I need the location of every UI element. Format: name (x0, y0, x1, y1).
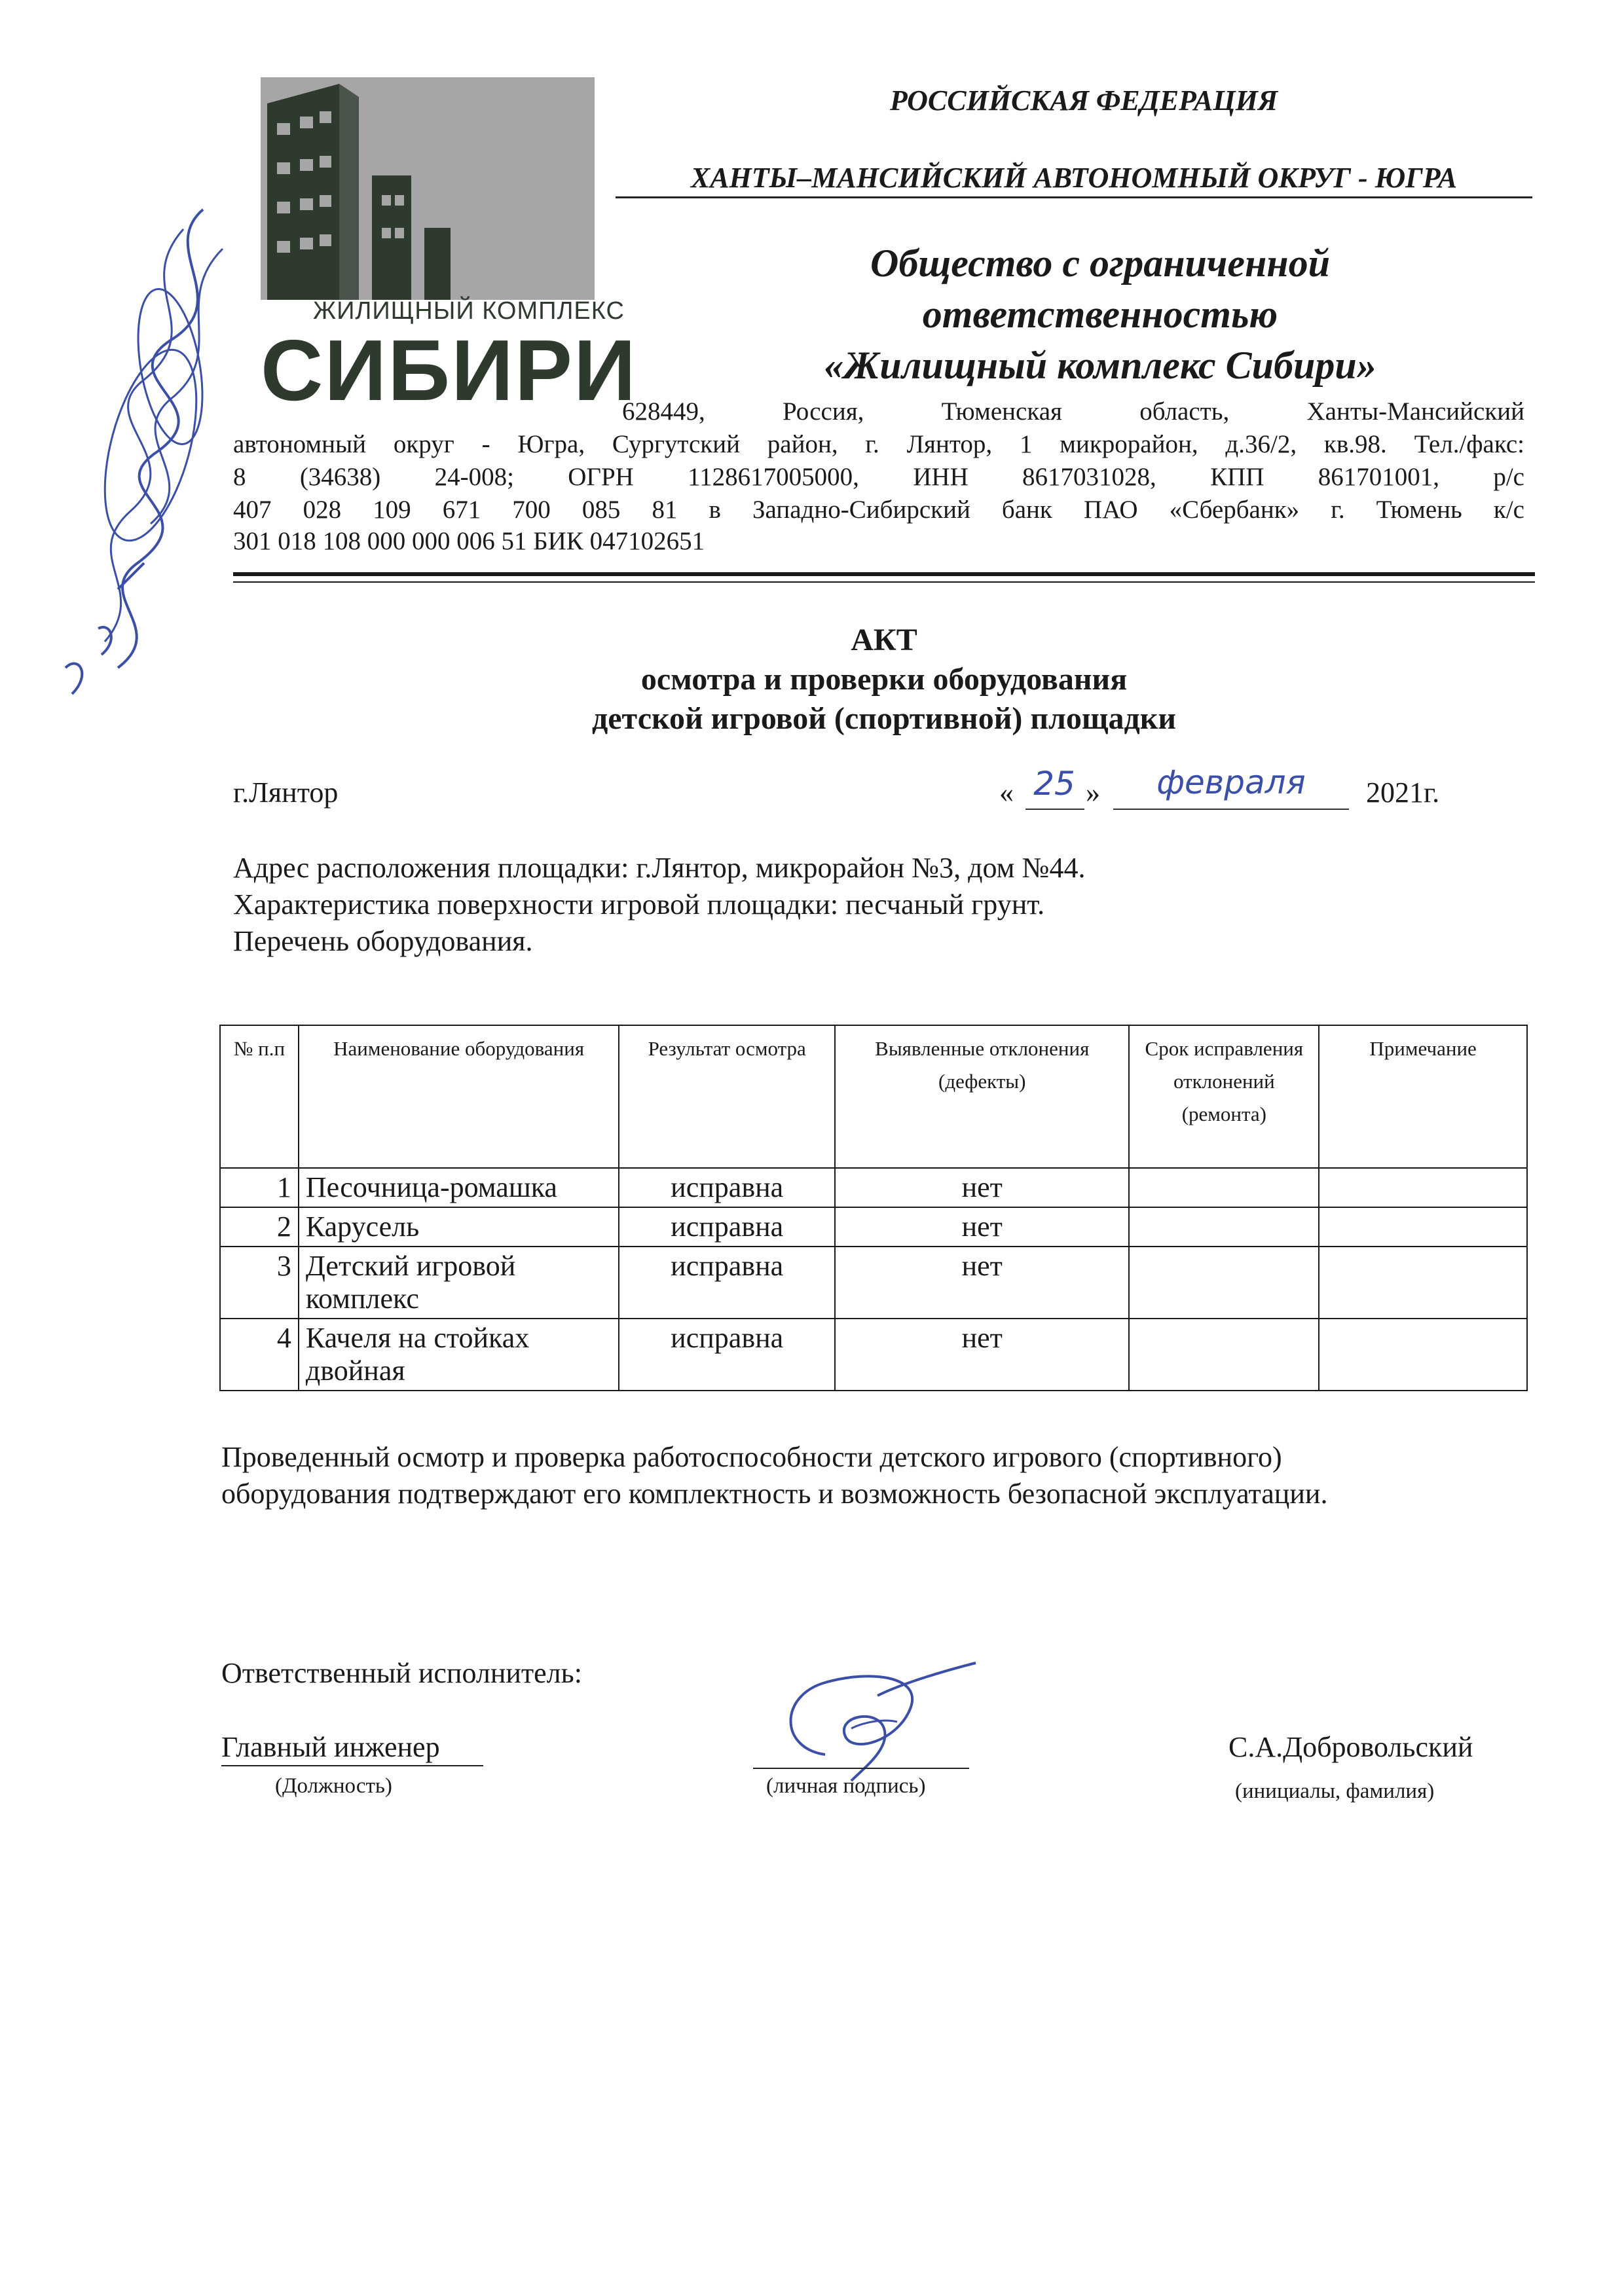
cell-term (1129, 1247, 1319, 1319)
date-year: 2021г. (1366, 776, 1440, 809)
table-row (220, 1168, 1527, 1207)
col-header-number: № п.п (220, 1025, 299, 1168)
logo-title: СИБИРИ (261, 322, 637, 418)
org-address-line-5: 301 018 108 000 000 006 51 БИК 047102651 (233, 527, 705, 555)
person-name: С.А.Добровольский (1228, 1731, 1473, 1763)
cell-note (1319, 1168, 1527, 1207)
cell-name: Песочница-ромашка (299, 1168, 619, 1207)
cell-result: исправна (619, 1207, 835, 1247)
cell-result: исправна (619, 1168, 835, 1207)
table-row (220, 1247, 1527, 1319)
cell-term (1129, 1207, 1319, 1247)
document-subtitle-2: детской игровой (спортивной) площадки (591, 701, 1177, 736)
position-underline (221, 1765, 483, 1766)
cell-note (1319, 1247, 1527, 1319)
cell-number: 3 (220, 1247, 299, 1319)
header-divider-thin (233, 581, 1535, 583)
position-caption: (Должность) (275, 1774, 392, 1798)
cell-name: Карусель (299, 1207, 619, 1247)
document-subtitle-1: осмотра и проверки оборудования (640, 662, 1128, 697)
header-divider-thick (233, 572, 1535, 576)
col-header-result: Результат осмотра (619, 1025, 835, 1168)
cell-result: исправна (619, 1319, 835, 1391)
equipment-list-label: Перечень оборудования. (233, 925, 533, 957)
position-value: Главный инженер (221, 1731, 440, 1763)
cell-note (1319, 1207, 1527, 1247)
cell-defects: нет (835, 1207, 1129, 1247)
conclusion-line-1: Проведенный осмотр и проверка работоспособности детского игрового (спортивного) (221, 1441, 1282, 1473)
cell-defects: нет (835, 1319, 1129, 1391)
signature-underline (753, 1768, 969, 1769)
org-address-line-3: 8 (34638) 24-008; ОГРН 1128617005000, ИНН 8617031028, КПП 861701001, р/с (233, 463, 1524, 491)
col-header-note: Примечание (1319, 1025, 1527, 1168)
org-name-line-3: «Жилищный комплекс Сибири» (824, 344, 1376, 387)
surface-description: Характеристика поверхности игровой площадки: песчаный грунт. (233, 888, 1045, 920)
col-header-defects: Выявленные отклонения (дефекты) (835, 1025, 1129, 1168)
document-title: АКТ (851, 623, 917, 657)
conclusion-line-2: оборудования подтверждают его комплектность и возможность безопасной эксплуатации. (221, 1478, 1328, 1510)
date-quote-open: « (999, 776, 1014, 809)
org-address-line-2: автономный округ - Югра, Сургутский район, г. Лянтор, 1 микрорайон, д.36/2, кв.98. Тел./факс: (233, 430, 1524, 458)
site-address: Адрес расположения площадки: г.Лянтор, микрорайон №3, дом №44. (233, 852, 1086, 884)
table-row (220, 1319, 1527, 1391)
responsible-label: Ответственный исполнитель: (221, 1657, 582, 1689)
date-month-underline (1113, 809, 1349, 810)
col-header-name: Наименование оборудования (299, 1025, 619, 1168)
cell-note (1319, 1319, 1527, 1391)
city: г.Лянтор (233, 776, 339, 809)
logo-subtitle: ЖИЛИЩНЫЙ КОМПЛЕКС (313, 297, 625, 325)
org-name-line-1: Общество с ограниченной (870, 242, 1330, 285)
date-day-underline (1025, 809, 1084, 810)
header-region: ХАНТЫ–МАНСИЙСКИЙ АВТОНОМНЫЙ ОКРУГ - ЮГРА (690, 162, 1458, 194)
signature-caption: (личная подпись) (766, 1774, 926, 1798)
date-day-handwritten: 25 (1033, 765, 1075, 803)
cell-defects: нет (835, 1168, 1129, 1207)
table-row (220, 1207, 1527, 1247)
cell-result: исправна (619, 1247, 835, 1319)
org-name-line-2: ответственностью (922, 293, 1278, 336)
margin-handwritten-mark (39, 170, 249, 707)
col-header-term: Срок исправления отклонений (ремонта) (1129, 1025, 1319, 1168)
org-address-line-1: 628449, Россия, Тюменская область, Ханты-Мансийский (622, 397, 1524, 426)
name-caption: (инициалы, фамилия) (1235, 1779, 1435, 1803)
header-country: РОССИЙСКАЯ ФЕДЕРАЦИЯ (889, 84, 1278, 117)
cell-term (1129, 1168, 1319, 1207)
cell-name: Детский игровой комплекс (299, 1247, 619, 1319)
cell-number: 1 (220, 1168, 299, 1207)
cell-name: Качеля на стойках двойная (299, 1319, 619, 1391)
table-header-row (220, 1025, 1527, 1168)
org-address-line-4: 407 028 109 671 700 085 81 в Западно-Сибирский банк ПАО «Сбербанк» г. Тюмень к/с (233, 496, 1524, 524)
equipment-table (219, 1025, 1528, 1391)
company-logo (261, 77, 637, 418)
date-month-handwritten: февраля (1156, 763, 1306, 801)
cell-term (1129, 1319, 1319, 1391)
date-quote-close: » (1086, 776, 1100, 809)
cell-number: 4 (220, 1319, 299, 1391)
cell-number: 2 (220, 1207, 299, 1247)
logo-building-graphic (261, 77, 595, 300)
cell-defects: нет (835, 1247, 1129, 1319)
header-region-underline (616, 196, 1532, 198)
